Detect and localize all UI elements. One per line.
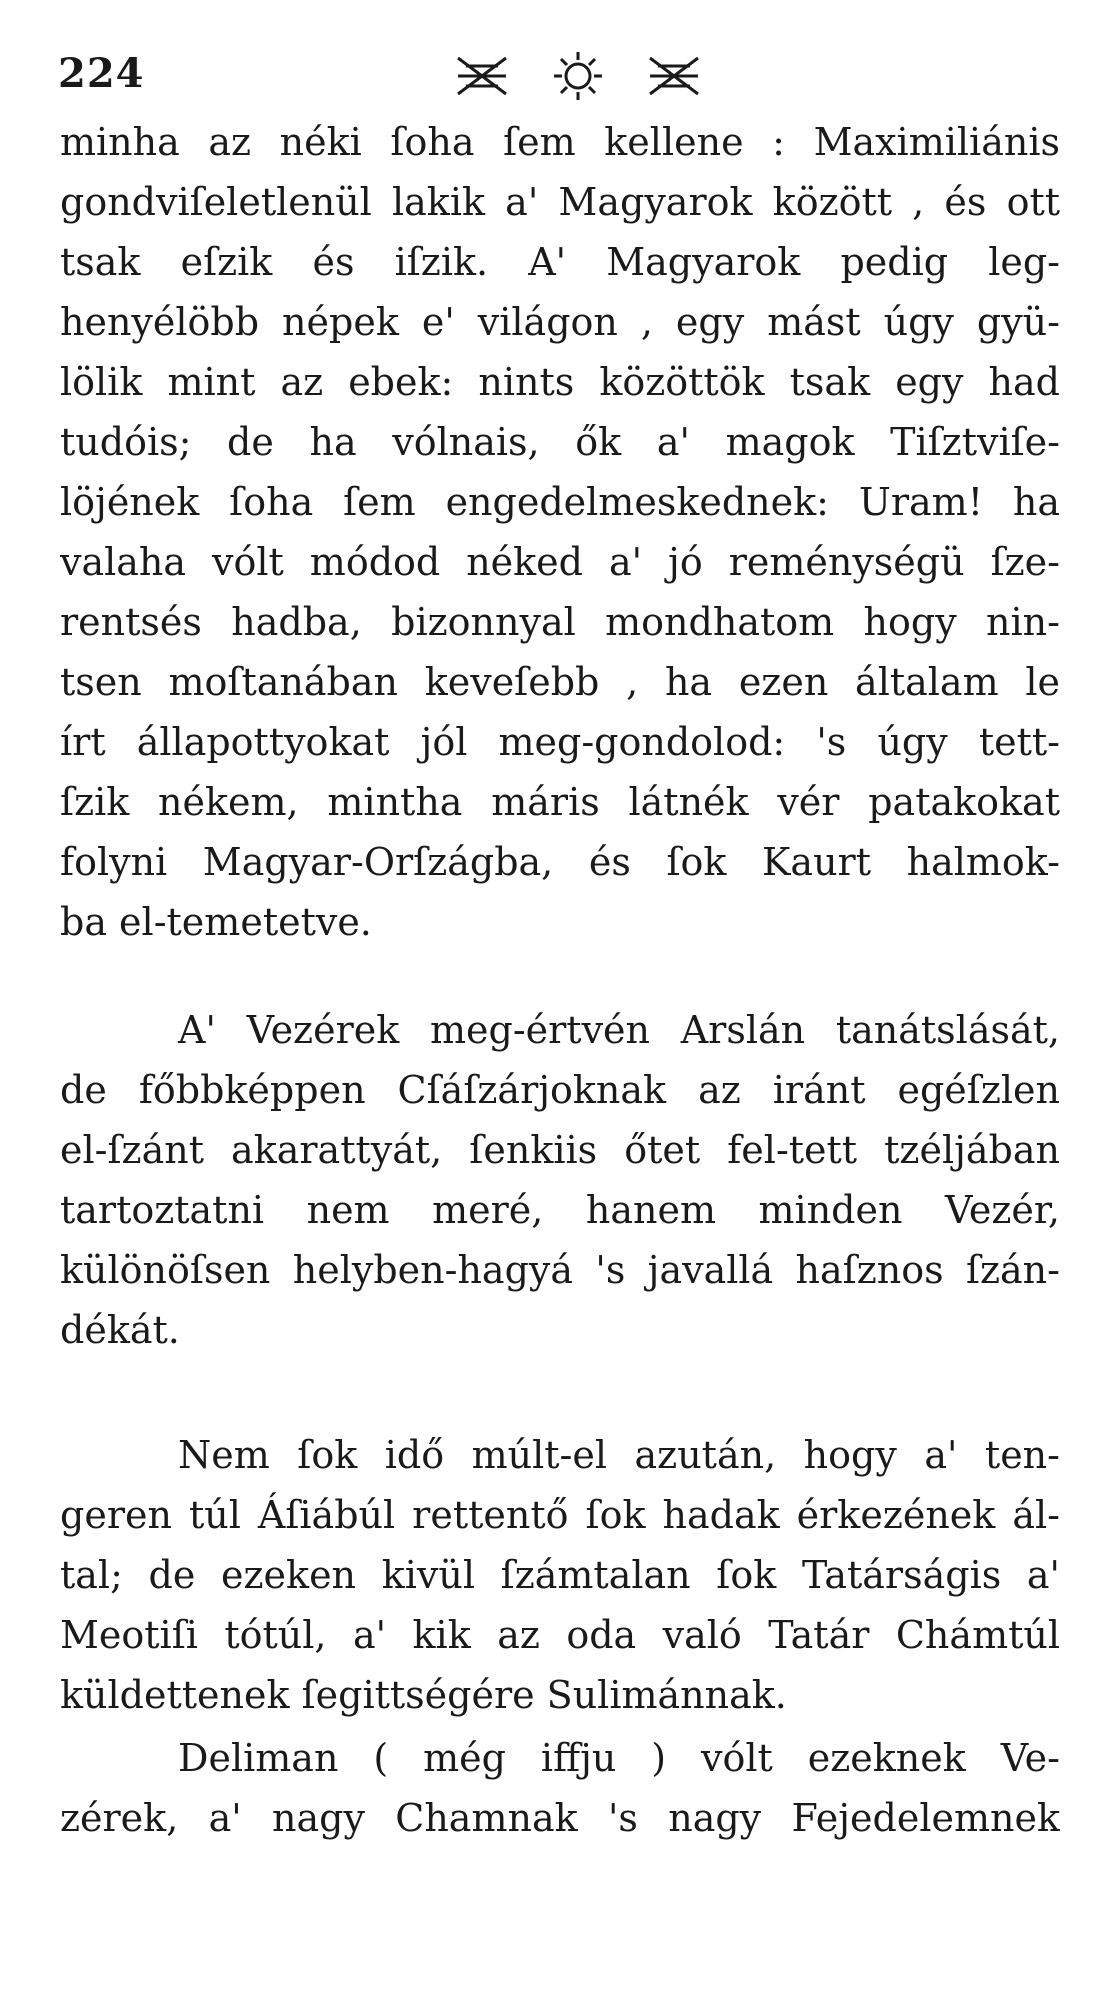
paragraph-3: [60, 1425, 1060, 1725]
text-line: lölik mint az ebek: nints közöttök tsak egy had: [60, 360, 1060, 404]
ornament-right: [650, 58, 698, 94]
text-line: Deliman ( még iffju ) vólt ezeknek Ve-: [178, 1736, 1060, 1780]
text-line: rentsés hadba, bizonnyal mondhatom hogy nin-: [60, 600, 1060, 644]
text-line: tudóis; de ha vólnais, ők a' magok Tiſztviſe-: [60, 420, 1060, 464]
text-line: tartoztatni nem meré, hanem minden Vezér,: [60, 1188, 1060, 1232]
paragraph-4: [60, 1728, 1060, 1848]
text-line: írt állapottyokat jól meg-gondolod: 's úgy tett-: [60, 720, 1060, 764]
ornament-center: [554, 52, 602, 100]
text-line: küldettenek ſegittségére Sulimánnak.: [60, 1673, 787, 1717]
text-line: Nem ſok idő múlt-el azután, hogy a' ten-: [178, 1433, 1060, 1477]
text-line: gondviſeletlenül lakik a' Magyarok között , és ott: [60, 180, 1060, 224]
text-line: de főbbképpen Cſáſzárjoknak az iránt egéſzlen: [60, 1068, 1060, 1112]
text-line: geren túl Áſiábúl rettentő ſok hadak érkezének ál-: [60, 1493, 1060, 1537]
text-line: A' Vezérek meg-értvén Arslán tanátslását,: [178, 1008, 1060, 1052]
paragraph-1: [60, 112, 1060, 952]
ornament-left: [458, 58, 506, 94]
text-line: el-ſzánt akarattyát, ſenkiis őtet fel-tett tzéljában: [60, 1128, 1060, 1172]
text-line: Meotiſi tótúl, a' kik az oda való Tatár Chámtúl: [60, 1613, 1060, 1657]
text-line: tal; de ezeken kivül ſzámtalan ſok Tatárságis a': [60, 1553, 1060, 1597]
text-line: ſzik nékem, mintha máris látnék vér patakokat: [60, 780, 1060, 824]
ornament-icon: [418, 46, 738, 106]
text-line: löjének ſoha ſem engedelmeskednek: Uram! ha: [60, 480, 1060, 524]
text-line: tsak eſzik és iſzik. A' Magyarok pedig leg-: [60, 240, 1060, 284]
text-line: tsen moſtanában keveſebb , ha ezen általam le: [60, 660, 1060, 704]
text-line: henyélöbb népek e' világon , egy mást úgy gyü-: [60, 300, 1060, 344]
text-line: minha az néki ſoha ſem kellene : Maximiliánis: [60, 120, 1060, 164]
paragraph-2: [60, 1000, 1060, 1360]
text-line: ba el-temetetve.: [60, 900, 372, 944]
text-line: különöſsen helyben-hagyá 's javallá haſznos ſzán-: [60, 1248, 1060, 1292]
page-number: 224: [58, 50, 145, 97]
text-line: zérek, a' nagy Chamnak 's nagy Fejedelemnek: [60, 1796, 1060, 1840]
text-line: folyni Magyar-Orſzágba, és ſok Kaurt halmok-: [60, 840, 1060, 884]
text-line: dékát.: [60, 1308, 180, 1352]
text-line: valaha vólt módod néked a' jó reménységü ſze-: [60, 540, 1060, 584]
page-header: [58, 44, 1058, 114]
